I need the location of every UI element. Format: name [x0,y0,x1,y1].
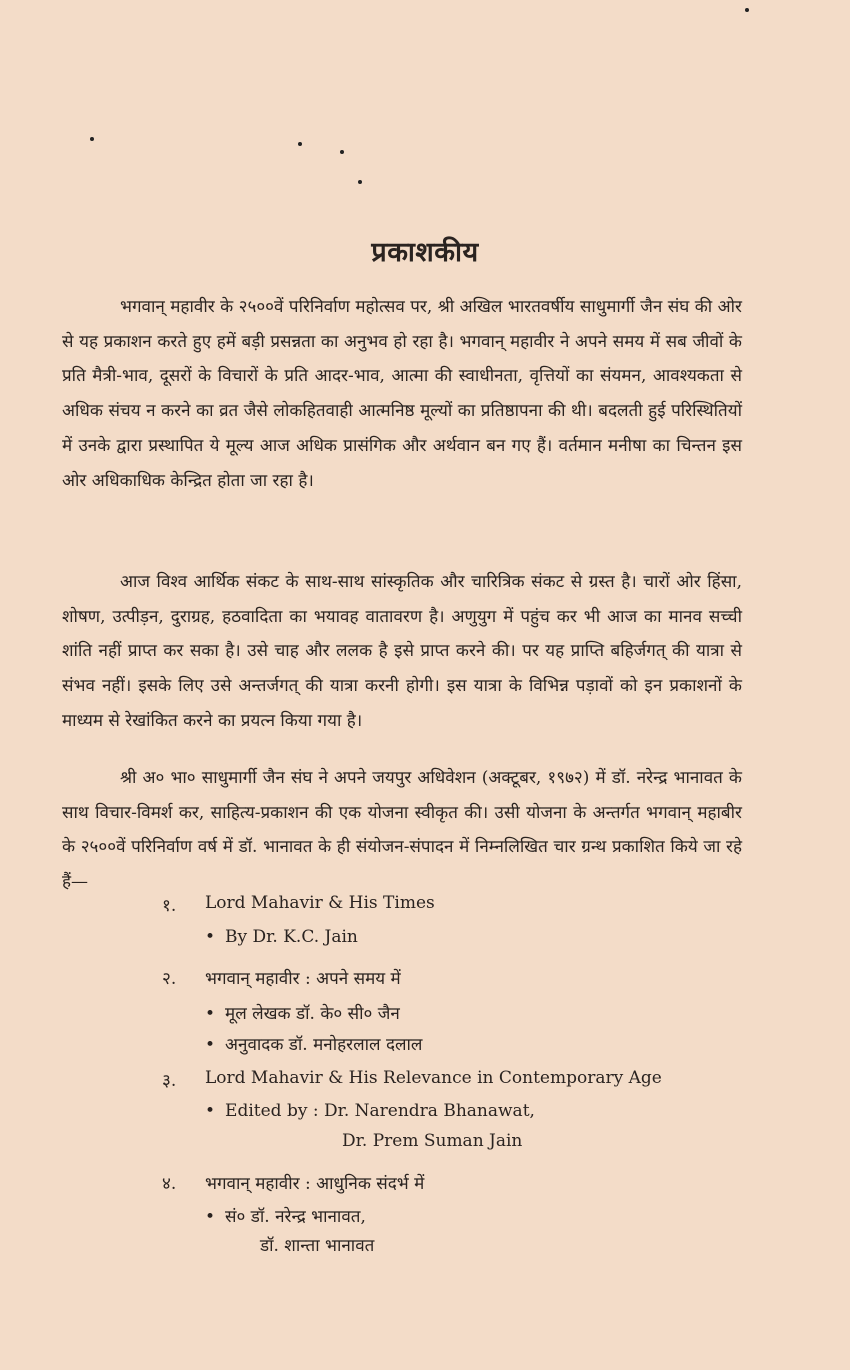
book-editor-2: डॉ. शान्ता भानावत [260,1236,375,1256]
book-title: भगवान् महावीर : आधुनिक संदर्भ में [205,1174,425,1194]
book-number: ३. [162,1071,177,1091]
book-editor: • Edited by : Dr. Narendra Bhanawat, [205,1101,535,1121]
ink-speck [745,8,749,12]
ink-speck [90,137,94,141]
ink-speck [340,150,344,154]
paragraph-1: भगवान् महावीर के २५००वें परिनिर्वाण महोत्सव पर, श्री अखिल भारतवर्षीय साधुमार्गी जैन संघ की ओर से यह प्रकाशन करते हुए हमें बड़ी प्रसन्नता का अनुभव हो रहा है। भगवान् महावीर ने अपने समय में सब जीवों के प्रति मैत्री-भाव, दूसरों के विचारों के प्रति आदर-भाव, आत्मा की स्वाधीनता, वृत्तियों का संयमन, आवश्यकता से अधिक संचय न करने का व्रत जैसे लोकहितवाही आत्मनिष्ठ मूल्यों का प्रतिष्ठापना की थी। बदलती हुई परिस्थितियों में उनके द्वारा प्रस्थापित ये मूल्य आज अधिक प्रासंगिक और अर्थवान बन गए हैं। वर्तमान मनीषा का चिन्तन इस ओर अधिकाधिक केन्द्रित होता जा रहा है। [62,297,742,491]
book-author: • By Dr. K.C. Jain [205,927,358,947]
book-title: Lord Mahavir & His Relevance in Contemporary Age [205,1068,662,1088]
paragraph-2: आज विश्व आर्थिक संकट के साथ-साथ सांस्कृतिक और चारित्रिक संकट से ग्रस्त है। चारों ओर हिंसा, शोषण, उत्पीड़न, दुराग्रह, हठवादिता का भयावह वातावरण है। अणुयुग में पहुंच कर भी आज का मानव सच्ची शांति नहीं प्राप्त कर सका है। उसे चाह और ललक है इसे प्राप्त करने की। पर यह प्राप्ति बहिर्जगत् की यात्रा से संभव नहीं। इसके लिए उसे अन्तर्जगत् की यात्रा करनी होगी। इस यात्रा के विभिन्न पड़ावों को इन प्रकाशनों के माध्यम से रेखांकित करने का प्रयत्न किया गया है। [62,572,742,731]
book-editor-2: Dr. Prem Suman Jain [342,1131,523,1151]
book-translator: • अनुवादक डॉ. मनोहरलाल दलाल [205,1032,422,1055]
book-title: भगवान् महावीर : अपने समय में [205,969,401,989]
book-author: • मूल लेखक डॉ. के० सी० जैन [205,1001,400,1024]
book-number: १. [162,896,177,916]
page-title: प्रकाशकीय [371,237,479,268]
book-number: ४. [162,1174,177,1194]
ink-speck [298,142,302,146]
book-title: Lord Mahavir & His Times [205,893,435,913]
ink-speck [358,180,362,184]
paragraph-3: श्री अ० भा० साधुमार्गी जैन संघ ने अपने जयपुर अधिवेशन (अक्टूबर, १९७२) में डॉ. नरेन्द्र भानावत के साथ विचार-विमर्श कर, साहित्य-प्रकाशन की एक योजना स्वीकृत की। उसी योजना के अन्तर्गत भगवान् महाबीर के २५००वें परिनिर्वाण वर्ष में डॉ. भानावत के ही संयोजन-संपादन में निम्नलिखित चार ग्रन्थ प्रकाशित किये जा रहे हैं— [62,768,742,893]
book-number: २. [162,969,177,989]
book-editor: • सं० डॉ. नरेन्द्र भानावत, [205,1204,366,1227]
